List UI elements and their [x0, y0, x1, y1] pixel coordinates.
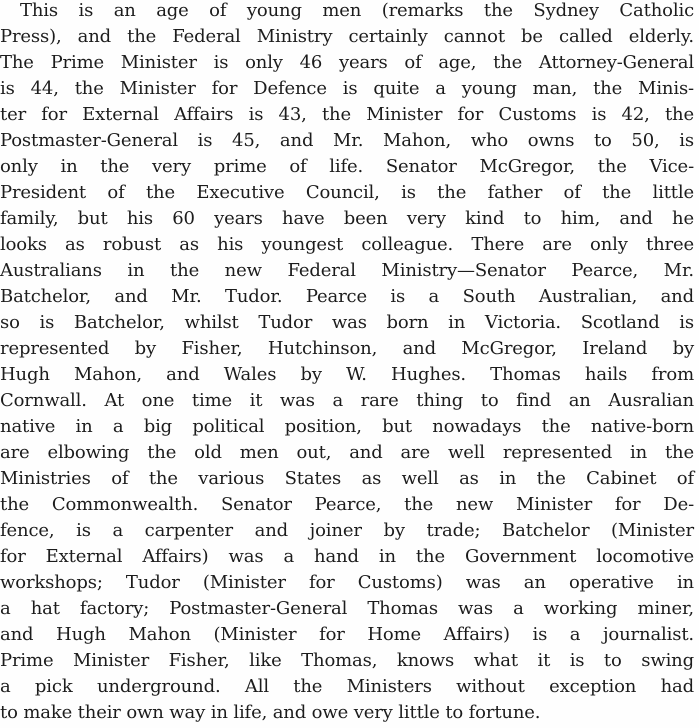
text-line: to make their own way in life, and owe very little to fortune.: [0, 702, 541, 723]
text-line: the Commonwealth. Senator Pearce, the new Minister for De-: [0, 494, 694, 515]
text-line: fence, is a carpenter and joiner by trade; Batchelor (Minister: [0, 520, 694, 541]
text-line: Ministries of the various States as well as in the Cabinet of: [0, 468, 694, 489]
text-line: are elbowing the old men out, and are well represented in the: [0, 442, 694, 463]
text-line: so is Batchelor, whilst Tudor was born in Victoria. Scotland is: [0, 312, 694, 333]
text-line: Australians in the new Federal Ministry—Senator Pearce, Mr.: [0, 260, 694, 281]
text-line: a hat factory; Postmaster-General Thomas was a working miner,: [0, 598, 694, 619]
text-line: looks as robust as his youngest colleague. There are only three: [0, 234, 694, 255]
text-line: This is an age of young men (remarks the Sydney Catholic: [20, 0, 694, 21]
text-line: Prime Minister Fisher, like Thomas, knows what it is to swing: [0, 650, 694, 671]
text-line: Batchelor, and Mr. Tudor. Pearce is a South Australian, and: [0, 286, 694, 307]
text-line: family, but his 60 years have been very kind to him, and he: [0, 208, 694, 229]
text-line: is 44, the Minister for Defence is quite a young man, the Minis-: [0, 78, 694, 99]
text-line: native in a big political position, but nowadays the native-born: [0, 416, 694, 437]
text-line: Press), and the Federal Ministry certainly cannot be called elderly.: [0, 26, 694, 47]
text-line: and Hugh Mahon (Minister for Home Affairs) is a journalist.: [0, 624, 694, 645]
text-line: ter for External Affairs is 43, the Minister for Customs is 42, the: [0, 104, 694, 125]
text-line: workshops; Tudor (Minister for Customs) was an operative in: [0, 572, 694, 593]
text-line: Hugh Mahon, and Wales by W. Hughes. Thomas hails from: [0, 364, 694, 385]
text-line: represented by Fisher, Hutchinson, and McGregor, Ireland by: [0, 338, 694, 359]
text-line: The Prime Minister is only 46 years of age, the Attorney-General: [0, 52, 694, 73]
text-line: for External Affairs) was a hand in the Government locomotive: [0, 546, 694, 567]
text-line: a pick underground. All the Ministers without exception had: [0, 676, 694, 697]
text-line: only in the very prime of life. Senator McGregor, the Vice-: [0, 156, 694, 177]
text-line: Cornwall. At one time it was a rare thing to find an Ausralian: [0, 390, 694, 411]
text-line: President of the Executive Council, is the father of the little: [0, 182, 694, 203]
text-line: Postmaster-General is 45, and Mr. Mahon, who owns to 50, is: [0, 130, 694, 151]
